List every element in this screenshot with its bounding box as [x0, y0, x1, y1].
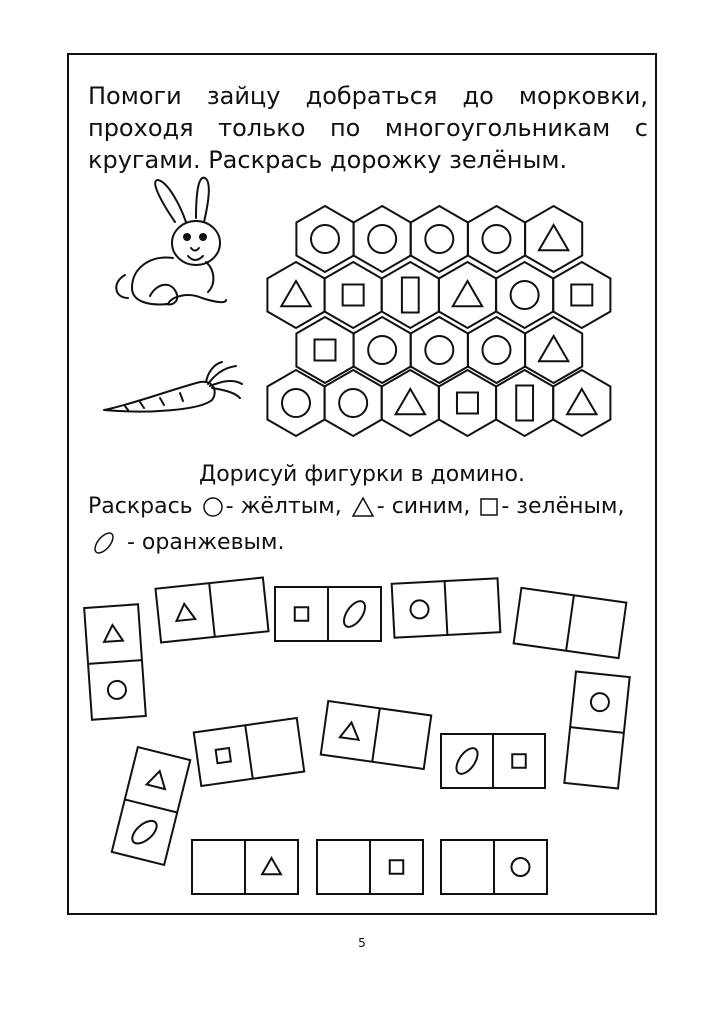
hexagon-cell[interactable] — [354, 206, 411, 272]
hexagon-cell[interactable] — [439, 262, 496, 328]
task1-line-3: кругами. Раскрась дорожку зелёным. — [88, 146, 568, 174]
square-icon — [390, 860, 404, 874]
hexagon-cell[interactable] — [468, 317, 525, 383]
domino-tile[interactable] — [441, 734, 545, 788]
task1-line-2: проходя только по многоугольникам с — [88, 114, 648, 142]
domino-tile[interactable] — [112, 747, 191, 865]
circle-icon — [425, 336, 453, 364]
square-icon — [343, 285, 364, 306]
circle-icon — [282, 389, 310, 417]
circle-icon — [311, 225, 339, 253]
hexagon-cell[interactable] — [296, 206, 353, 272]
circle-icon — [482, 225, 510, 253]
square-icon — [457, 393, 478, 414]
triangle-icon — [147, 769, 169, 789]
square-icon — [315, 340, 336, 361]
domino-tile[interactable] — [275, 587, 381, 641]
tall-rect-icon — [516, 386, 533, 421]
hexagon-cell[interactable] — [468, 206, 525, 272]
tall-rect-icon — [402, 278, 419, 313]
domino-tile[interactable] — [155, 578, 268, 643]
triangle-icon — [539, 336, 568, 361]
domino-tile[interactable] — [441, 840, 547, 894]
triangle-icon — [567, 389, 596, 414]
hexagon-cell[interactable] — [325, 370, 382, 436]
square-icon — [512, 754, 526, 768]
circle-icon — [590, 692, 610, 712]
circle-icon — [512, 858, 530, 876]
page-number: 5 — [358, 936, 366, 950]
legend-circle-text: - жёлтым, — [225, 494, 342, 519]
triangle-icon — [281, 281, 310, 306]
circle-icon — [511, 281, 539, 309]
circle-icon — [368, 336, 396, 364]
domino-tile[interactable] — [317, 840, 423, 894]
square-icon — [295, 607, 309, 621]
circle-icon — [425, 225, 453, 253]
triangle-icon — [262, 858, 281, 874]
legend-oval-text: - оранжевым. — [127, 530, 285, 555]
triangle-icon — [453, 281, 482, 306]
square-icon — [216, 748, 231, 763]
carrot-icon — [104, 362, 242, 412]
circle-icon — [107, 680, 126, 699]
rabbit-icon — [116, 178, 226, 305]
hexagon-cell[interactable] — [382, 262, 439, 328]
legend-intro: Раскрась — [88, 494, 193, 519]
hexagon-cell[interactable] — [439, 370, 496, 436]
hexagon-cell[interactable] — [553, 370, 610, 436]
hexagon-cell[interactable] — [411, 206, 468, 272]
triangle-icon — [539, 225, 568, 250]
triangle-icon — [340, 721, 361, 740]
domino-tile[interactable] — [392, 578, 501, 637]
hexagon-cell[interactable] — [354, 317, 411, 383]
oval-icon — [452, 745, 481, 778]
hexagon-cell[interactable] — [267, 262, 324, 328]
circle-icon — [410, 600, 429, 619]
triangle-icon — [396, 389, 425, 414]
hexagon-cell[interactable] — [296, 317, 353, 383]
domino-tile[interactable] — [84, 604, 146, 719]
circle-icon — [368, 225, 396, 253]
legend-triangle-text: - синим, — [376, 494, 471, 519]
oval-icon — [340, 598, 369, 631]
domino-tile[interactable] — [321, 701, 432, 769]
hexagon-cell[interactable] — [525, 206, 582, 272]
circle-icon — [482, 336, 510, 364]
hexagon-cell[interactable] — [382, 370, 439, 436]
task1-line-1: Помоги зайцу добраться до морковки, — [88, 82, 648, 110]
legend-square-text: - зелёным, — [501, 494, 625, 519]
square-icon — [571, 285, 592, 306]
hexagon-cell[interactable] — [267, 370, 324, 436]
domino-chain — [84, 578, 630, 894]
domino-tile[interactable] — [192, 840, 298, 894]
hexagon-cell[interactable] — [325, 262, 382, 328]
hexagon-cell[interactable] — [496, 262, 553, 328]
hexagon-maze — [267, 206, 610, 436]
triangle-icon — [175, 603, 195, 621]
domino-tile[interactable] — [514, 588, 627, 658]
domino-tile[interactable] — [564, 671, 629, 788]
domino-tile[interactable] — [194, 718, 305, 786]
hexagon-cell[interactable] — [496, 370, 553, 436]
task2-title: Дорисуй фигурки в домино. — [199, 462, 525, 487]
oval-icon — [128, 817, 160, 848]
hexagon-cell[interactable] — [553, 262, 610, 328]
hexagon-cell[interactable] — [525, 317, 582, 383]
triangle-icon — [103, 624, 123, 641]
hexagon-cell[interactable] — [411, 317, 468, 383]
circle-icon — [339, 389, 367, 417]
